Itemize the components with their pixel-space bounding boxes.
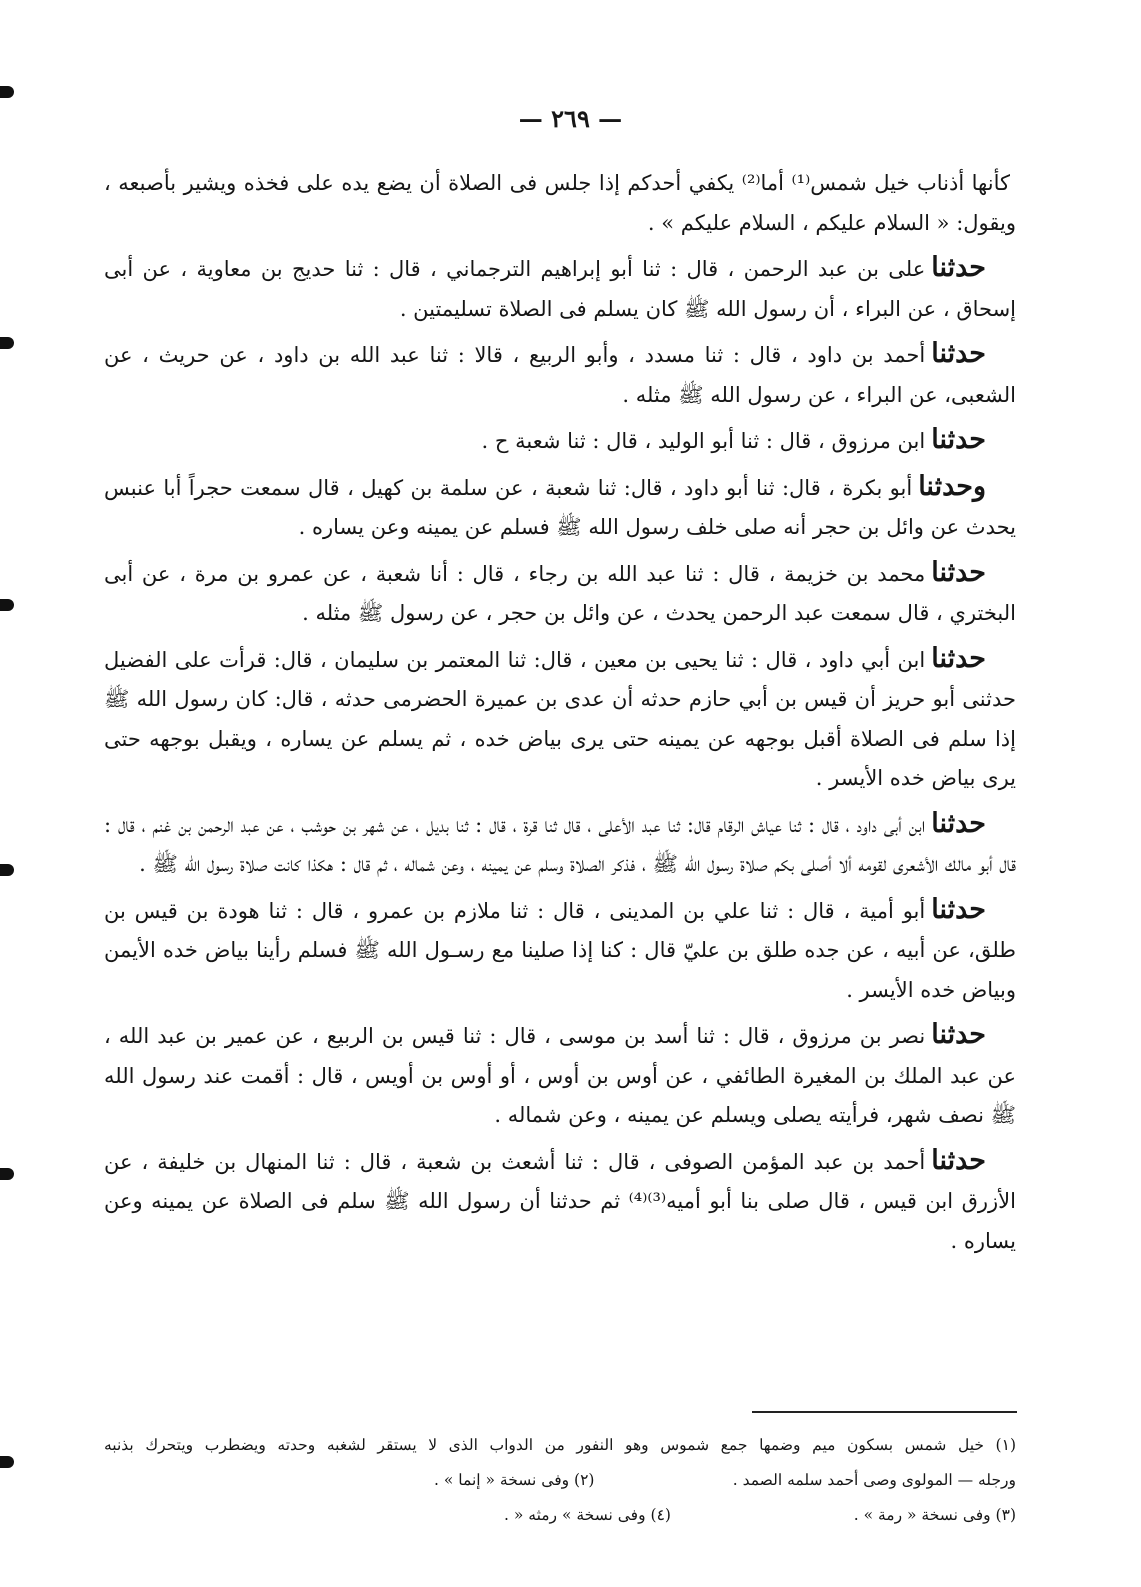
paragraph-opener: حدثنا xyxy=(931,556,986,588)
paragraph-opener: وحدثنا xyxy=(918,470,986,502)
paragraph xyxy=(104,553,1016,634)
paragraph-opener: حدثنا xyxy=(931,252,986,283)
margin-mark xyxy=(0,86,14,98)
paragraph xyxy=(104,162,1016,243)
margin-mark xyxy=(0,864,14,876)
paragraph-opener: حدثنا xyxy=(931,338,986,369)
page-number: — ٢٦٩ — xyxy=(518,104,623,133)
paragraph-opener: حدثنا xyxy=(931,807,986,839)
paragraph xyxy=(104,804,1016,885)
paragraph xyxy=(104,334,1016,415)
footnote-2: (٢) وفى نسخة « إنما » . xyxy=(434,1471,595,1489)
paragraph xyxy=(104,1015,1016,1136)
paragraph xyxy=(104,248,1016,329)
paragraph-text: على بن عبد الرحمن ، قال : ثنا أبو إبراهيم الترجماني ، قال : ثنا حديج بن معاوية ، عن أبى إسحاق ، عن البراء ، أن رسول الله ﷺ كان يسلم فى الصلاة تسليمتين . xyxy=(104,257,1016,321)
footnotes xyxy=(104,1428,1016,1533)
paragraph-opener: حدثنا xyxy=(931,424,986,455)
paragraph xyxy=(104,639,1016,799)
paragraph-opener: حدثنا xyxy=(931,1144,986,1176)
paragraph-text: ابن مرزوق ، قال : ثنا أبو الوليد ، قال : ثنا شعبة ح . xyxy=(481,429,926,453)
footnote-row xyxy=(104,1498,1016,1533)
footnote-separator xyxy=(752,1411,1017,1413)
paragraph xyxy=(104,420,1016,462)
footnote-1-line-1: (١) خيل شمس بسكون ميم وضمها جمع شموس وهو النفور من الدواب الذى لا يستقر لشغبه وحدته ويضطرب ويتحرك بذنبه xyxy=(104,1436,1016,1454)
paragraph xyxy=(104,467,1016,548)
footnote-row xyxy=(104,1463,1016,1498)
paragraph xyxy=(104,890,1016,1011)
paragraph-text: نصر بن مرزوق ، قال : ثنا أسد بن موسى ، قال : ثنا قيس بن الربيع ، عن عمير بن عبد الله ، عن عبد الملك بن المغيرة الطائفي ، عن أوس بن أوس ، أو أوس بن أويس ، قال : أقمت عند رسول الله ﷺ نصف شهر، فرأيته يصلى ويسلم عن يمينه ، وعن شماله . xyxy=(104,1024,1016,1127)
paragraph-opener: حدثنا xyxy=(931,893,986,925)
footnote-3: (٣) وفى نسخة « رمة » . xyxy=(853,1506,1016,1524)
footnote-4: (٤) وفى نسخة » رمثه « . xyxy=(504,1506,671,1524)
paragraph-text: أحمد بن داود ، قال : ثنا مسدد ، وأبو الربيع ، قالا : ثنا عبد الله بن داود ، عن حريث ، عن الشعبى، عن البراء ، عن رسول الله ﷺ مثله . xyxy=(104,343,1016,407)
margin-mark xyxy=(0,599,14,611)
paragraph-opener: حدثنا xyxy=(931,1019,986,1050)
margin-mark xyxy=(0,1168,14,1180)
margin-mark xyxy=(0,1456,14,1468)
paragraph-text: أبو أمية ، قال : ثنا علي بن المدينى ، قال : ثنا ملازم بن عمرو ، قال : ثنا هودة بن قيس بن طلق، عن أبيه ، عن جده طلق بن عليّ قال : كنا إذا صلينا مع رسـول الله ﷺ فسلم رأينا بياض خده الأيمن وبياض خده الأيسر . xyxy=(104,898,1016,1002)
margin-mark xyxy=(0,337,14,349)
paragraph xyxy=(104,1141,1016,1262)
paragraph-text: أحمد بن عبد المؤمن الصوفى ، قال : ثنا أشعث بن شعبة ، قال : ثنا المنهال بن خليفة ، عن الأزرق ابن قيس ، قال صلى بنا أبو أميه⁽³⁾⁽⁴⁾ ثم حدثنا أن رسول الله ﷺ سلم فى الصلاة عن يمينه وعن يساره . xyxy=(104,1149,1016,1253)
paragraph-text: أبو بكرة ، قال: ثنا أبو داود ، قال: ثنا شعبة ، عن سلمة بن كهيل ، قال سمعت حجراً أبا عنبس يحدث عن وائل بن حجر أنه صلى خلف رسول الله ﷺ فسلم عن يمينه وعن يساره . xyxy=(104,475,1016,539)
paragraph-text: كأنها أذناب خيل شمس⁽¹⁾ أما⁽²⁾ يكفي أحدكم إذا جلس فى الصلاة أن يضع يده على فخذه ويشير بأصبعه ، ويقول: « السلام عليكم ، السلام عليكم » . xyxy=(104,171,1016,235)
paragraph-opener: حدثنا xyxy=(931,642,986,674)
paragraph-text: ابن أبى داود ، قال : ثنا عياش الرقام قال: ثنا عبد الأعلى ، قال ثنا قرة ، قال : ثنا بديل ، عن شهر بن حوشب ، عن عبد الرحمن بن غنم ، قال : قال أبو مالك الأشعرى لقومه ألا أصلى بكم صلاة رسول الله ﷺ ، فذكر الصلاة وسلم عن يمينه ، وعن شماله ، ثم قال : هكذا كانت صلاة رسول الله ﷺ . xyxy=(104,812,1016,876)
paragraph-text: محمد بن خزيمة ، قال : ثنا عبد الله بن رجاء ، قال : أنا شعبة ، عن عمرو بن مرة ، عن أبى البختري ، قال سمعت عبد الرحمن يحدث ، عن وائل بن حجر ، عن رسول ﷺ مثله . xyxy=(104,561,1016,625)
paragraph-text: ابن أبي داود ، قال : ثنا يحيى بن معين ، قال: ثنا المعتمر بن سليمان ، قال: قرأت على الفضيل حدثنى أبو حريز أن قيس بن أبي حازم حدثه أن عدى بن عميرة الحضرمى حدثه ، قال: كان رسول الله ﷺ إذا سلم فى الصلاة أقبل بوجهه عن يمينه حتى يرى بياض خده ، ثم يسلم عن يساره ، ويقبل بوجهه حتى يرى بياض خده الأيسر . xyxy=(104,647,1016,790)
body-text xyxy=(104,162,1016,1266)
footnote-1-line-2: ورجله — المولوى وصى أحمد سلمه الصمد . xyxy=(732,1471,1016,1489)
